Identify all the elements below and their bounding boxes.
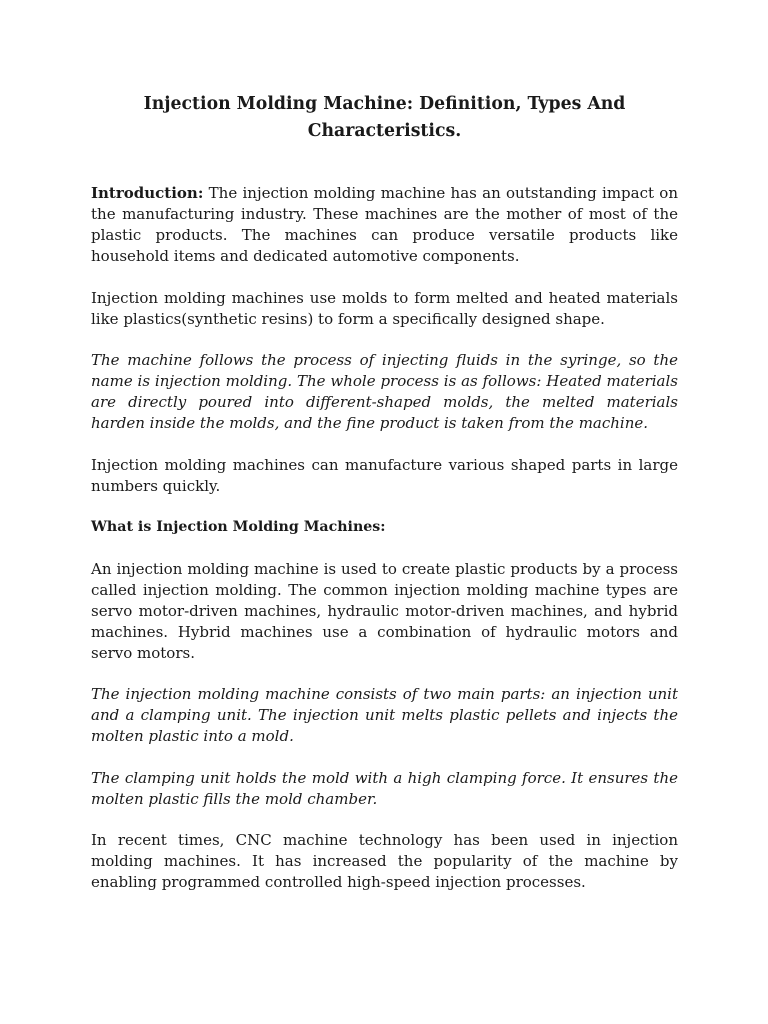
intro-label: Introduction:: [91, 184, 204, 202]
document-page: [91, 91, 678, 914]
intro-paragraph: [91, 183, 678, 267]
molds-paragraph: Injection molding machines use molds to form melted and heated materials like plastics(synthetic resins) to form a specifically designed shape.: [91, 288, 678, 328]
parts-paragraph: The injection molding machine consists of two main parts: an injection unit and a clamping unit. The injection unit melts plastic pellets and injects the molten plastic into a mold.: [91, 685, 678, 745]
clamping-paragraph: The clamping unit holds the mold with a high clamping force. It ensures the molten plastic fills the mold chamber.: [91, 768, 678, 808]
title-line-2: Characteristics.: [307, 121, 462, 141]
title-line-1: Injection Molding Machine: Definition, Types And: [143, 94, 626, 114]
syringe-paragraph: The machine follows the process of injecting fluids in the syringe, so the name is injection molding. The whole process is as follows: Heated materials are directly poured into different-shaped molds, the melted materials harden inside the molds, and the fine product is taken from the machine.: [91, 351, 678, 432]
document-title: [91, 91, 678, 145]
cnc-paragraph: In recent times, CNC machine technology has been used in injection molding machines. It has increased the popularity of the machine by enabling programmed controlled high-speed injection processes.: [91, 831, 678, 891]
quickly-paragraph: Injection molding machines can manufacture various shaped parts in large numbers quickly.: [91, 455, 678, 495]
intro-text: The injection molding machine has an outstanding impact on the manufacturing industry. These machines are the mother of most of the plastic products. The machines can produce versatile products like household items and dedicated automotive components.: [91, 184, 678, 265]
section-heading: What is Injection Molding Machines:: [91, 519, 386, 535]
types-paragraph: An injection molding machine is used to create plastic products by a process called injection molding. The common injection molding machine types are servo motor-driven machines, hydraulic motor-driven machines, and hybrid machines. Hybrid machines use a combination of hydraulic motors and servo motors.: [91, 559, 678, 662]
